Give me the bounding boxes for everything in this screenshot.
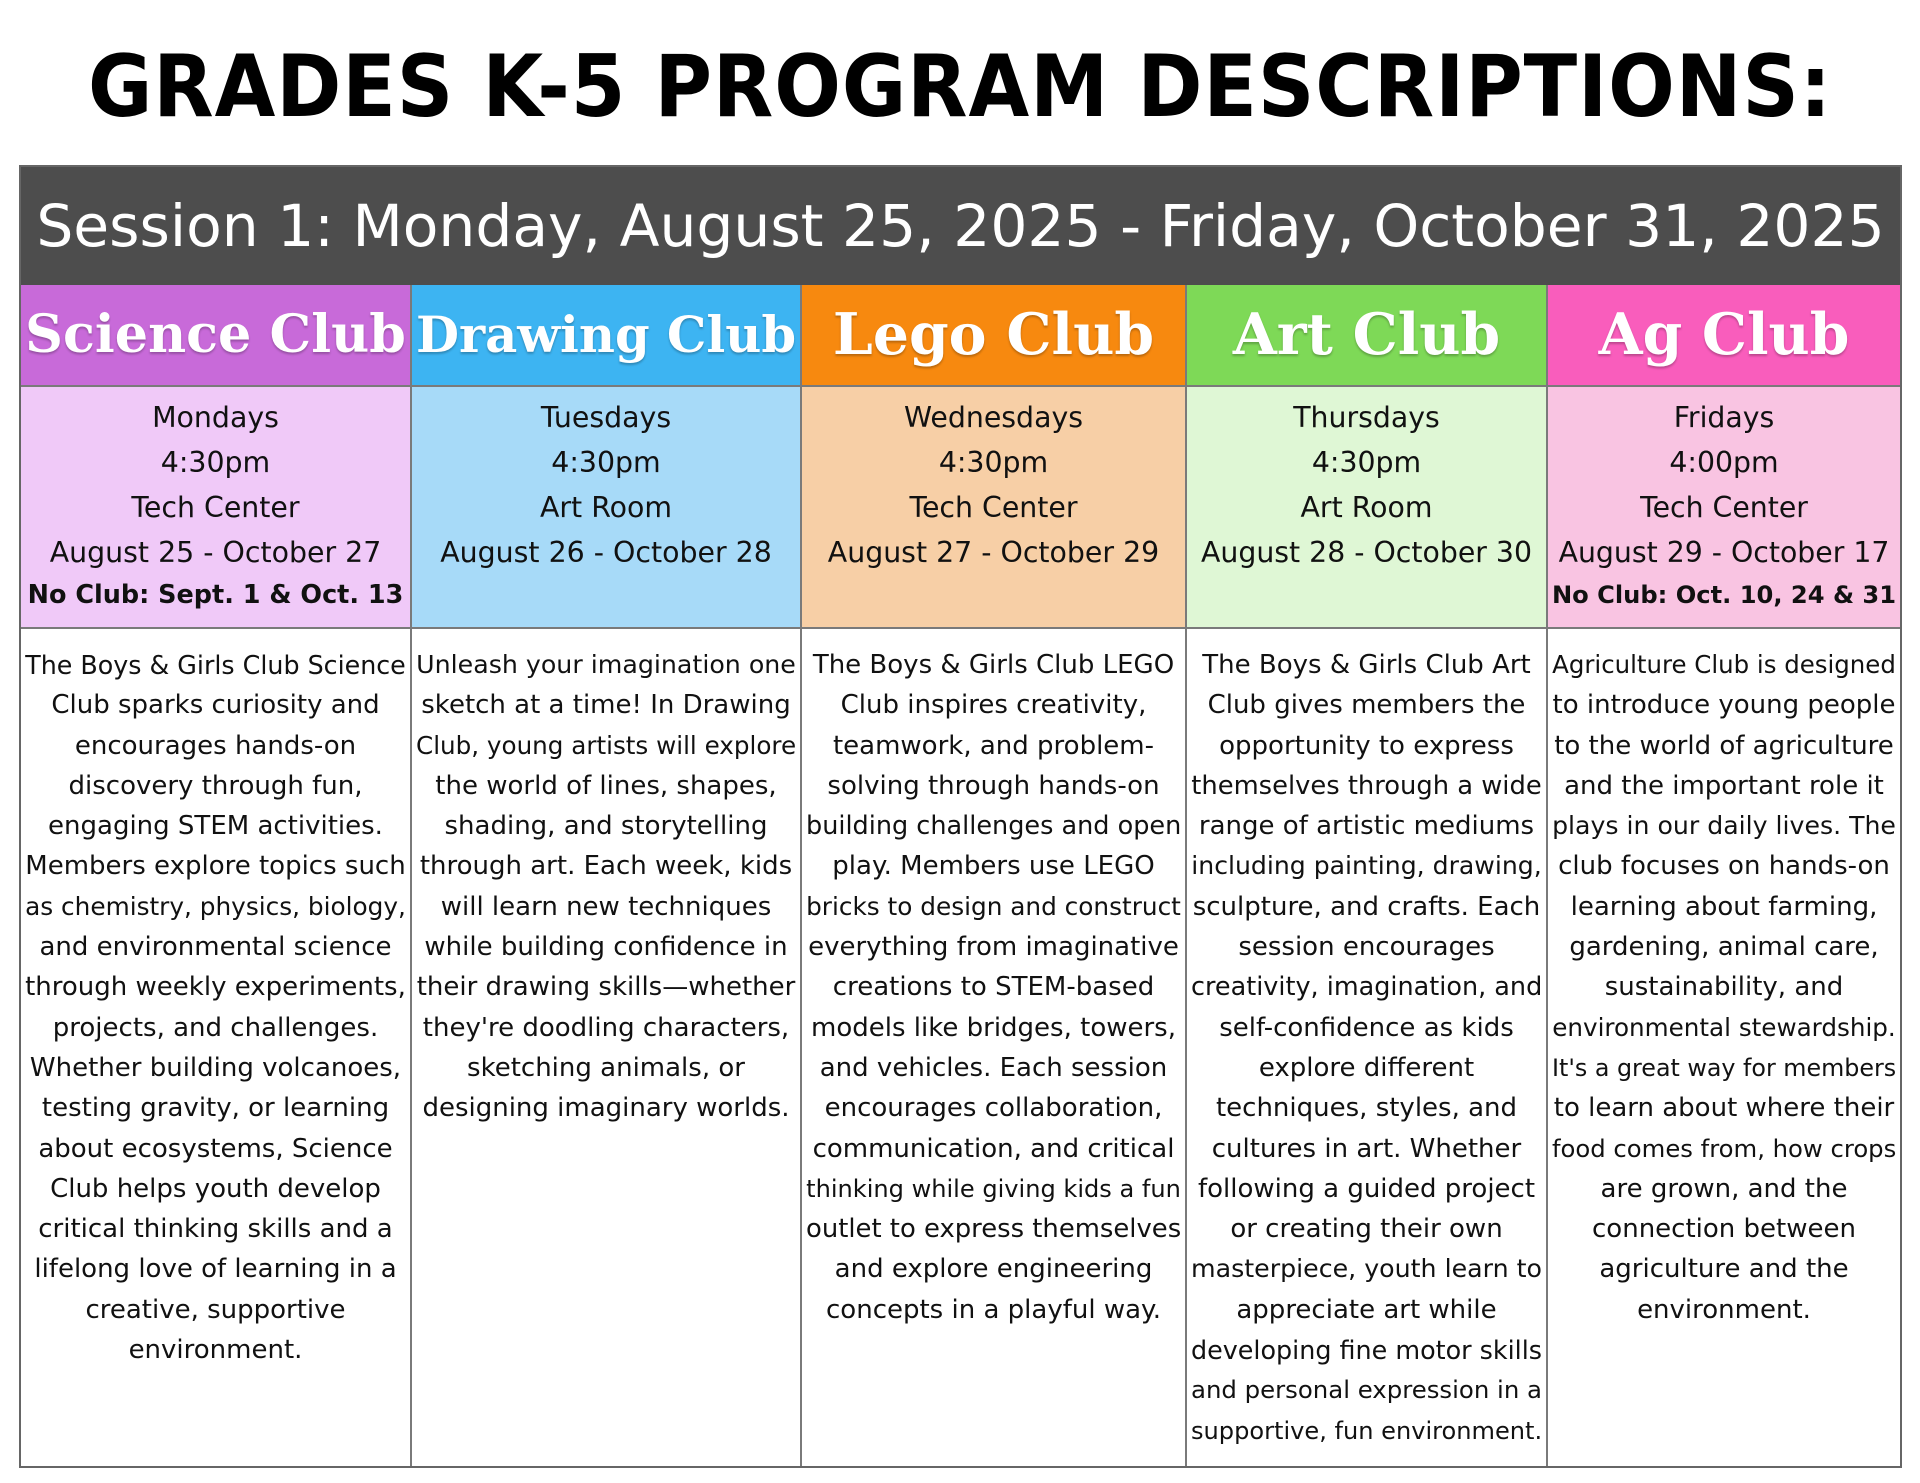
club-dates: August 27 - October 29 [827,536,1160,569]
description-line: connection between [1592,1214,1856,1245]
description-line: The Boys & Girls Club Science [25,650,406,680]
page-title: GRADES K-5 PROGRAM DESCRIPTIONS: [87,38,1833,137]
description-line: sculpture, and crafts. Each [1192,891,1541,922]
description-line: to the world of agriculture [1554,730,1894,761]
club-dates: August 29 - October 17 [1558,536,1890,569]
description-line: are grown, and the [1600,1173,1848,1204]
description-line: environment. [128,1335,303,1366]
description-line: play. Members use LEGO [832,851,1155,882]
description-line: to introduce young people [1552,690,1896,721]
club-name: Science Club [21,285,410,387]
description-line: will learn new techniques [440,891,772,922]
description-line: sketching animals, or [467,1052,745,1083]
club-dates: August 28 - October 30 [1200,536,1533,569]
club-schedule [21,387,410,629]
description-line: lifelong love of learning in a [34,1254,397,1285]
club-time: 4:30pm [1311,446,1422,479]
description-line: learning about farming, [1570,891,1878,922]
description-line: or creating their own [1230,1214,1503,1245]
description-line: the world of lines, shapes, [435,770,777,801]
description-line: gardening, animal care, [1569,932,1879,963]
description-line: Club helps youth develop [50,1173,381,1204]
description-line: agriculture and the [1599,1254,1849,1285]
club-location: Tech Center [1640,491,1808,524]
description-line: including painting, drawing, [1191,851,1542,881]
description-line: themselves through a wide [1191,770,1542,801]
description-line: through weekly experiments, [25,972,406,1003]
description-line: concepts in a playful way. [826,1294,1161,1325]
club-day: Thursdays [1293,401,1440,434]
description-line: Club inspires creativity, [840,690,1147,721]
club-name: Lego Club [802,285,1185,387]
session-banner: Session 1: Monday, August 25, 2025 - Friday, October 31, 2025 [21,167,1900,285]
description-line: through art. Each week, kids [419,851,793,882]
description-line: It's a great way for members [1552,1053,1897,1082]
club-name: Drawing Club [412,285,800,387]
description-line: projects, and challenges. [52,1012,379,1043]
description-line: models like bridges, towers, [811,1012,1176,1043]
program-schedule-table [19,165,1902,1468]
column-science-club [21,285,412,1466]
club-name: Ag Club [1548,285,1900,387]
description-line: developing fine motor skills [1191,1335,1543,1366]
description-line: encourages hands-on [74,730,357,761]
club-description [802,629,1185,1330]
description-line: encourages collaboration, [824,1093,1163,1124]
club-description [1187,629,1546,1451]
description-line: The Boys & Girls Club Art [1202,650,1531,680]
description-line: techniques, styles, and [1215,1093,1518,1124]
description-line: thinking while giving kids a fun [806,1174,1181,1203]
description-line: sustainability, and [1604,972,1844,1003]
club-schedule [802,387,1185,629]
club-schedule [1187,387,1546,629]
description-line: environmental stewardship. [1552,1012,1896,1042]
description-line: club focuses on hands-on [1558,851,1890,882]
description-line: bricks to design and construct [806,891,1181,921]
description-line: about ecosystems, Science [38,1133,393,1164]
club-schedule [412,387,800,629]
description-line: and explore engineering [834,1254,1153,1285]
description-line: testing gravity, or learning [41,1093,390,1124]
description-line: self-confidence as kids [1219,1012,1514,1043]
club-name: Art Club [1187,285,1546,387]
description-line: Club, young artists will explore [416,730,797,760]
description-line: creations to STEM-based [832,972,1155,1003]
description-line: communication, and critical [812,1133,1175,1164]
description-line: shading, and storytelling [444,811,768,842]
club-dates: August 26 - October 28 [440,536,772,569]
description-line: Whether building volcanoes, [29,1052,402,1083]
club-day: Wednesdays [903,401,1084,434]
description-line: following a guided project [1197,1173,1536,1204]
description-line: to learn about where their [1553,1093,1895,1124]
description-line: supportive, fun environment. [1191,1416,1543,1445]
description-line: The Boys & Girls Club LEGO [812,650,1175,680]
no-club-note: No Club: Oct. 10, 24 & 31 [1551,581,1897,609]
description-line: Members explore topics such [25,851,406,882]
description-line: everything from imaginative [808,932,1179,963]
description-line: outlet to express themselves [806,1214,1182,1245]
club-description [21,629,410,1370]
club-day: Fridays [1673,401,1775,434]
description-line: session encourages [1238,932,1495,963]
description-line: explore different [1258,1052,1475,1083]
description-line: and vehicles. Each session [819,1052,1168,1083]
description-line: engaging STEM activities. [48,811,383,842]
description-line: discovery through fun, [68,770,363,801]
description-line: sketch at a time! In Drawing [421,690,791,721]
club-location: Art Room [539,491,673,524]
description-line: designing imaginary worlds. [422,1093,790,1124]
column-lego-club [802,285,1187,1466]
description-line: Unleash your imagination one [416,650,796,679]
description-line: range of artistic mediums [1198,811,1535,842]
description-line: masterpiece, youth learn to [1191,1254,1542,1284]
club-description [412,629,800,1129]
club-dates: August 25 - October 27 [49,536,382,569]
description-line: food comes from, how crops [1552,1133,1897,1163]
club-day: Tuesdays [540,401,672,434]
club-time: 4:30pm [160,446,271,479]
club-location: Tech Center [131,491,300,524]
description-line: appreciate art while [1236,1294,1497,1325]
club-day: Mondays [152,401,279,434]
description-line: their drawing skills—whether [416,972,796,1003]
description-line: and environmental science [39,932,392,963]
column-drawing-club [412,285,802,1466]
column-art-club [1187,285,1548,1466]
description-line: creative, supportive [85,1294,346,1325]
description-line: environment. [1637,1294,1811,1325]
club-time: 4:00pm [1669,446,1779,479]
club-location: Tech Center [909,491,1078,524]
description-line: cultures in art. Whether [1211,1133,1522,1164]
description-line: opportunity to express [1219,730,1514,761]
description-line: as chemistry, physics, biology, [25,891,406,921]
description-line: and the important role it [1564,770,1884,801]
description-line: teamwork, and problem- [832,730,1155,761]
club-description [1548,629,1900,1330]
club-location: Art Room [1300,491,1433,524]
description-line: critical thinking skills and a [38,1214,393,1245]
no-club-note: No Club: Sept. 1 & Oct. 13 [27,580,404,610]
description-line: Agriculture Club is designed [1552,650,1896,679]
club-time: 4:30pm [551,446,661,479]
column-ag-club [1548,285,1900,1466]
description-line: while building confidence in [424,932,788,963]
description-line: plays in our daily lives. The [1552,811,1896,841]
club-time: 4:30pm [938,446,1049,479]
description-line: solving through hands-on [827,770,1160,801]
description-line: and personal expression in a [1191,1375,1542,1405]
description-line: they're doodling characters, [422,1012,790,1043]
description-line: creativity, imagination, and [1191,972,1543,1003]
description-line: Club gives members the [1207,690,1526,721]
description-line: Club sparks curiosity and [51,690,380,721]
club-schedule [1548,387,1900,629]
description-line: building challenges and open [806,811,1182,842]
